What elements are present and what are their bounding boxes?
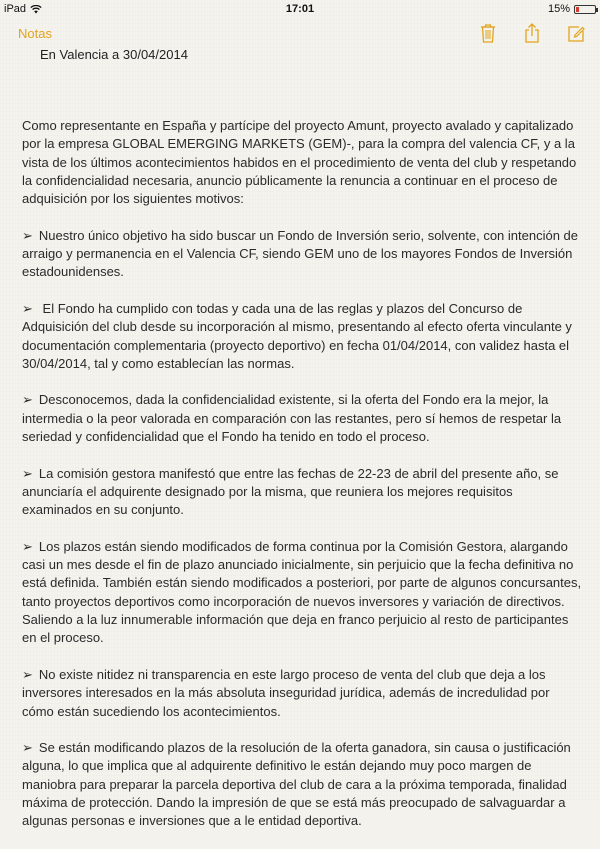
note-bullet-list <box>22 227 582 831</box>
note-bullet-paragraph <box>22 227 582 282</box>
clock: 17:01 <box>285 3 315 15</box>
note-date-line[interactable]: En Valencia a 30/04/2014 <box>40 47 188 62</box>
note-bullet-paragraph <box>22 739 582 830</box>
note-intro-paragraph: Como representante en España y partícipe del proyecto Amunt, proyecto avalado y capitalizado por la empresa GLOBAL EMERGING MARKETS (GEM)-, para la compra del valencia CF, y a la vista de los últimos acontecimientos habidos en el procedimiento de venta del club y respetando la confidencialidad necesaria, anuncio públicamente la renuncia a continuar en el proceso de adquisición por los siguientes motivos: <box>22 118 577 207</box>
back-button-notas[interactable]: Notas <box>18 26 52 41</box>
trash-icon[interactable] <box>478 22 498 44</box>
note-bullet-paragraph <box>22 465 582 520</box>
status-bar <box>0 0 600 18</box>
bullet-arrow-icon: ➢ <box>22 465 33 481</box>
bullet-arrow-icon: ➢ <box>22 666 33 682</box>
bullet-arrow-icon: ➢ <box>22 392 33 408</box>
bullet-text: Los plazos están siendo modificados de forma continua por la Comisión Gestora, alargando casi un mes desde el fin de plazo anunciado inicialmente, sin perjuicio que la fecha definitiva no está definida. También están siendo modificados a posteriori, por parte de algunos concursantes, tanto proyectos deportivos como incorporación de nuevos inversores y variación de directivos. Saliendo a la luz innumerable información que deja en franco perjuicio al resto de participantes en el proceso. <box>22 538 582 646</box>
share-icon[interactable] <box>522 22 542 44</box>
note-bullet-paragraph <box>22 391 582 446</box>
navigation-bar <box>0 18 600 48</box>
bullet-text: Nuestro único objetivo ha sido buscar un Fondo de Inversión serio, solvente, con intención de arraigo y permanencia en el Valencia CF, siendo GEM uno de los mayores Fondos de Inversión estadounidenses. <box>22 227 579 280</box>
device-label: iPad <box>4 3 27 15</box>
status-right <box>548 3 596 15</box>
bullet-text: El Fondo ha cumplido con todas y cada una de las reglas y plazos del Concurso de Adquisición del club desde su incorporación al mismo, presentando al efecto oferta vinculante y documentación complementaria (proyecto deportivo) en fecha 01/04/2014, con validez hasta el 30/04/2014, tal y como establecían las normas. <box>22 300 572 371</box>
note-body-text[interactable] <box>22 117 582 849</box>
bullet-arrow-icon: ➢ <box>22 300 33 316</box>
toolbar-icons <box>478 22 586 44</box>
compose-icon[interactable] <box>566 22 586 44</box>
note-bullet-paragraph <box>22 666 582 721</box>
bullet-text: No existe nitidez ni transparencia en este largo proceso de venta del club que deja a los inversores interesados en la más absoluta inseguridad jurídica, además de incredulidad por cómo están sucediendo los acontecimientos. <box>22 666 550 719</box>
note-bullet-paragraph <box>22 300 582 373</box>
bullet-arrow-icon: ➢ <box>22 740 33 756</box>
battery-icon <box>574 5 596 14</box>
bullet-text: Se están modificando plazos de la resolución de la oferta ganadora, sin causa o justificación alguna, lo que implica que al adquirente definitivo le están dejando muy poco margen de maniobra para preparar la parcela deportiva del club de cara a la próxima temporada, finalidad máxima de protección. Dando la impresión de que se está más preocupado de salvaguardar a algunas personas e inversiones que a le entidad deportiva. <box>22 740 571 829</box>
battery-percent: 15% <box>547 3 570 15</box>
bullet-arrow-icon: ➢ <box>22 538 33 554</box>
bullet-arrow-icon: ➢ <box>22 227 33 243</box>
bullet-text: La comisión gestora manifestó que entre las fechas de 22-23 de abril del presente año, se anunciaría el adquirente designado por la misma, que reuniera los mejores requisitos examinados en su conjunto. <box>22 465 559 518</box>
bullet-text: Desconocemos, dada la confidencialidad existente, si la oferta del Fondo era la mejor, la intermedia o la peor valorada en comparación con las restantes, pero sí hemos de respetar la seriedad y confidencialidad que el Fondo ha tenido en todo el proceso. <box>22 392 562 445</box>
battery-level-fill <box>576 7 579 12</box>
note-bullet-paragraph <box>22 538 582 648</box>
